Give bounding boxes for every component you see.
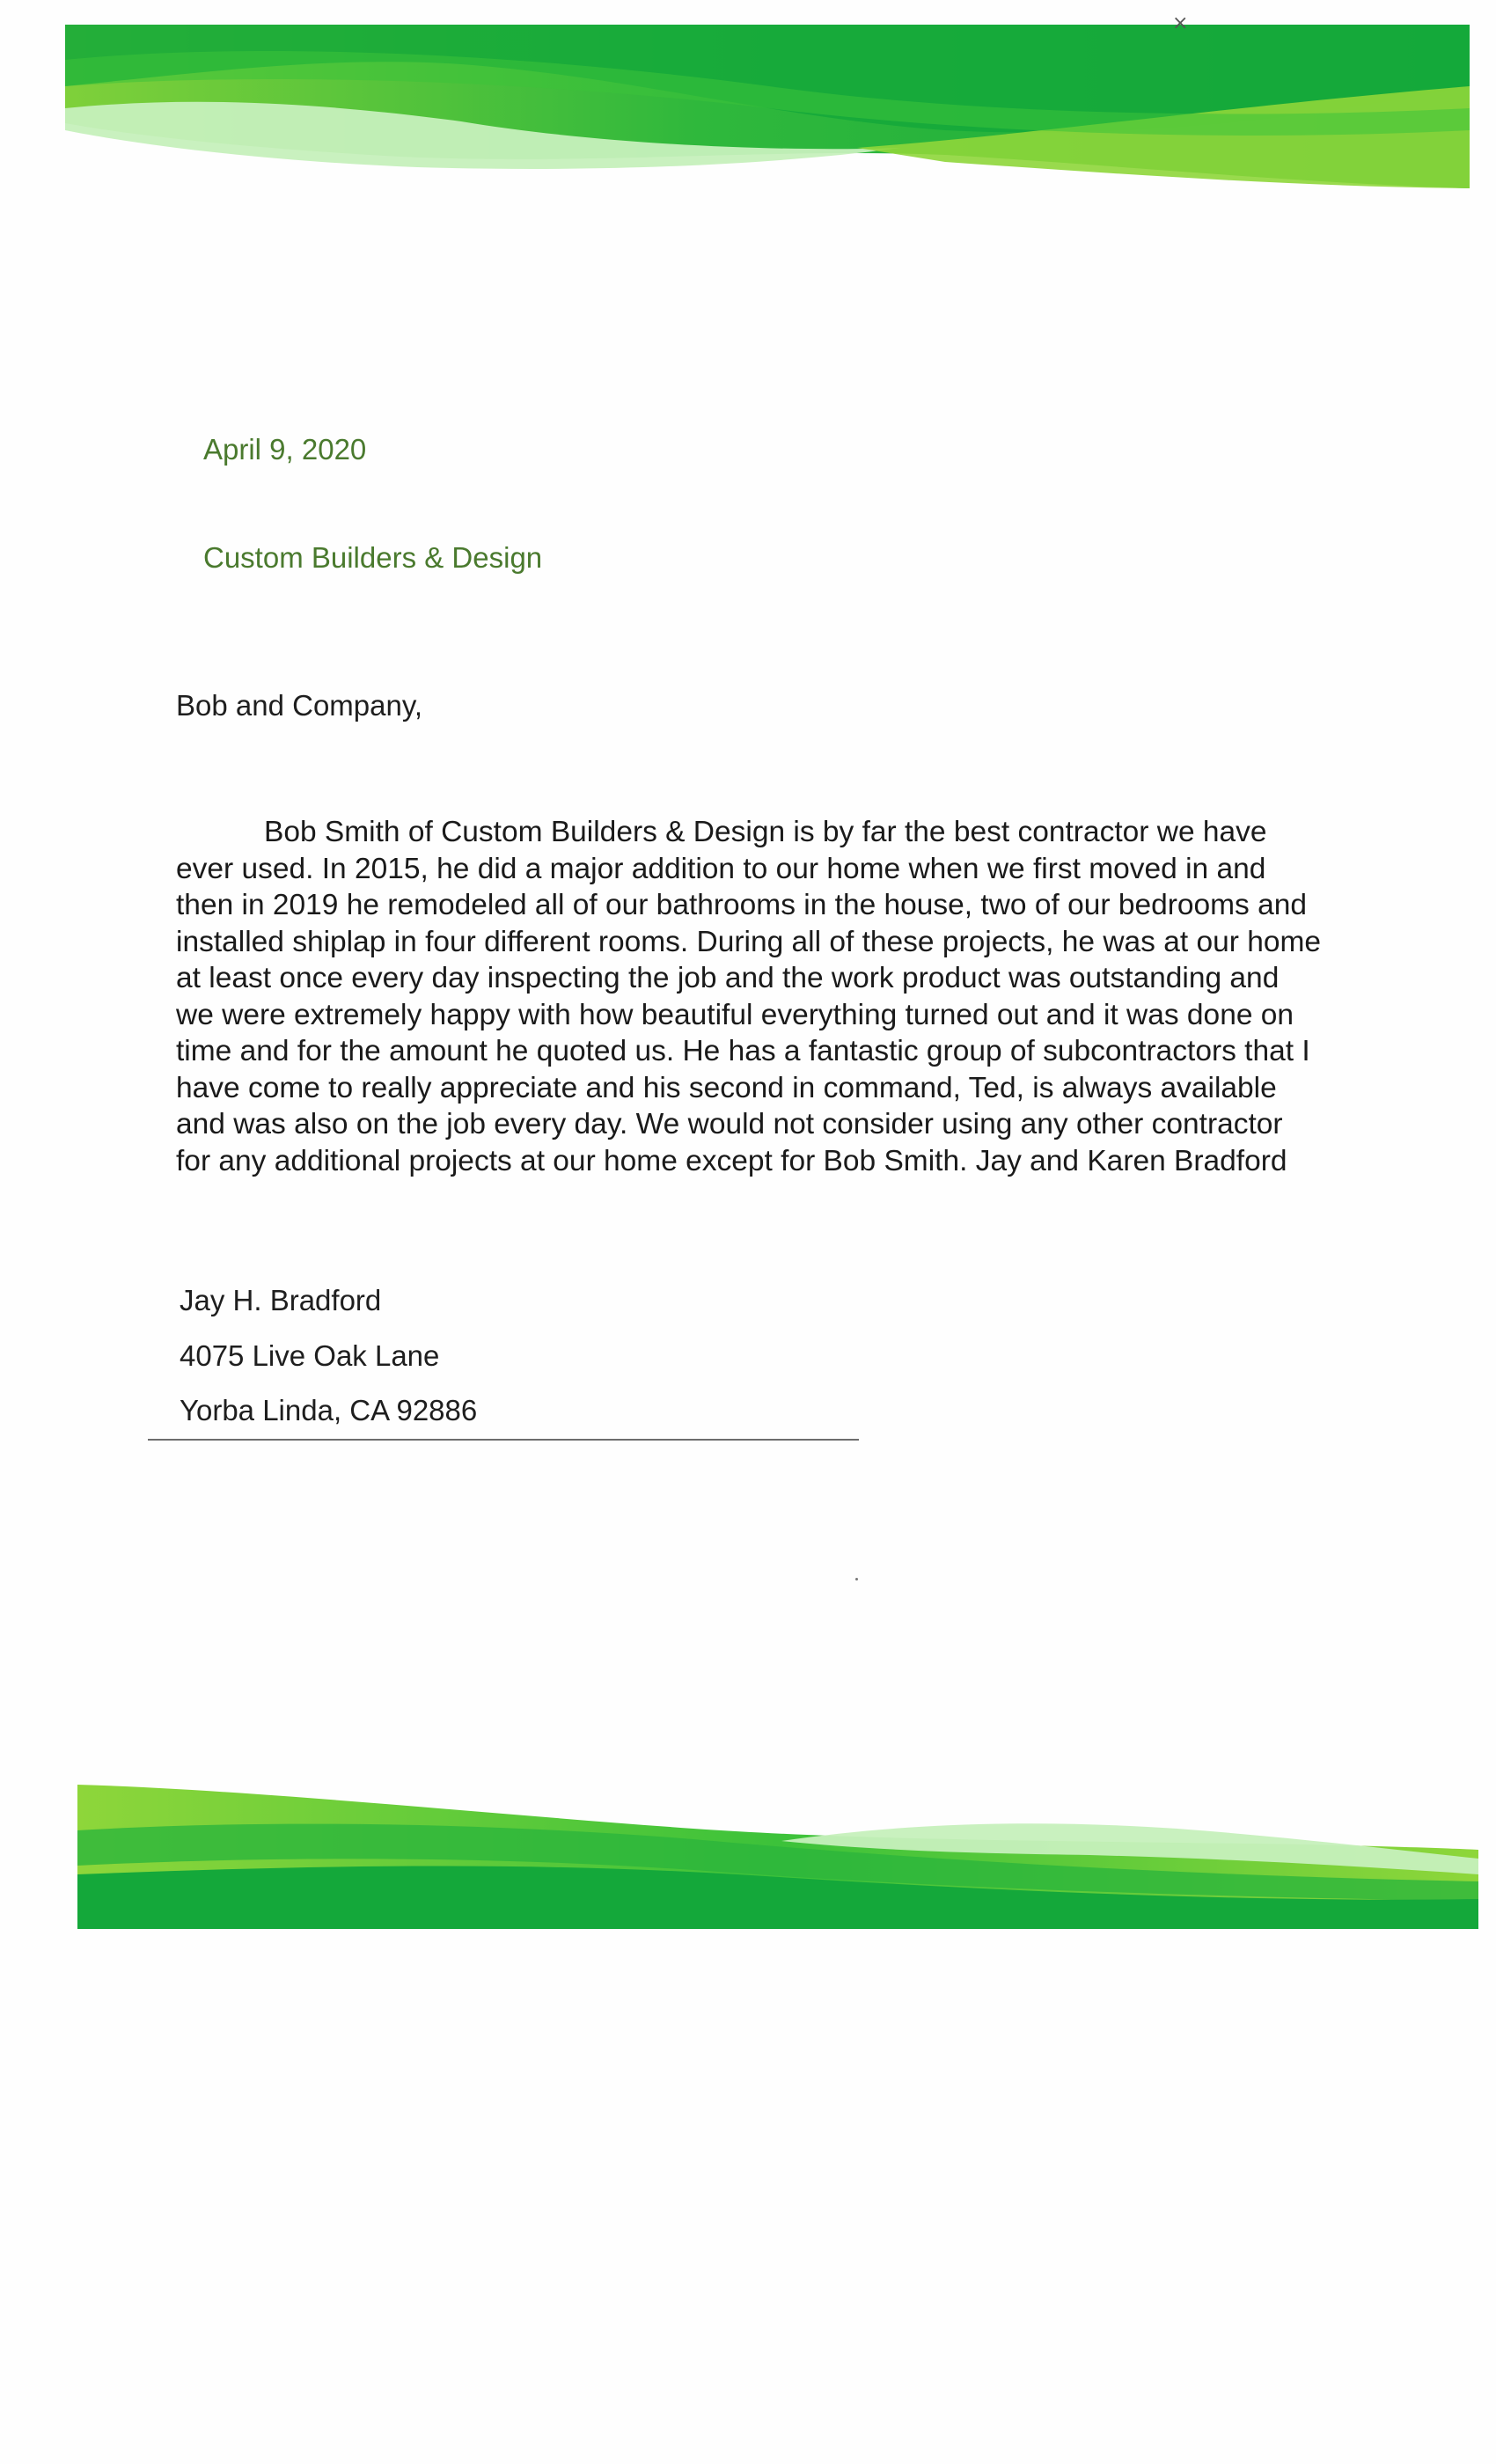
letterhead-top-wave-banner bbox=[65, 25, 1470, 188]
signer-street-address: 4075 Live Oak Lane bbox=[180, 1339, 440, 1372]
scan-speck bbox=[855, 1578, 858, 1580]
letter-body: Bob Smith of Custom Builders & Design is by far the best contractor we have ever used. In 2015, he did a major addition to our home when we first moved in and then in 2019 he remodeled all of our bathrooms in the house, two of our bedrooms and installed shiplap in four different rooms. During all of these projects, he was at our home at least once every day inspecting the job and the work product was outstanding and we were extremely happy with how beautiful everything turned out and it was done on time and for the amount he quoted us. He has a fantastic group of subcontractors that I have come to really appreciate and his second in command, Ted, is always available and was also on the job every day. We would not consider using any other contractor for any additional projects at our home except for Bob Smith. Jay and Karen Bradford bbox=[176, 816, 1321, 1177]
signer-city-state-zip: Yorba Linda, CA 92886 bbox=[180, 1394, 478, 1426]
letterhead-bottom-wave-banner bbox=[77, 1778, 1478, 1929]
salutation: Bob and Company, bbox=[176, 689, 423, 722]
signer-name: Jay H. Bradford bbox=[180, 1284, 382, 1316]
recipient-company: Custom Builders & Design bbox=[203, 541, 543, 574]
scan-artifact-mark: × bbox=[1172, 12, 1189, 34]
letter-date: April 9, 2020 bbox=[203, 433, 367, 466]
signature-rule bbox=[148, 1439, 859, 1441]
